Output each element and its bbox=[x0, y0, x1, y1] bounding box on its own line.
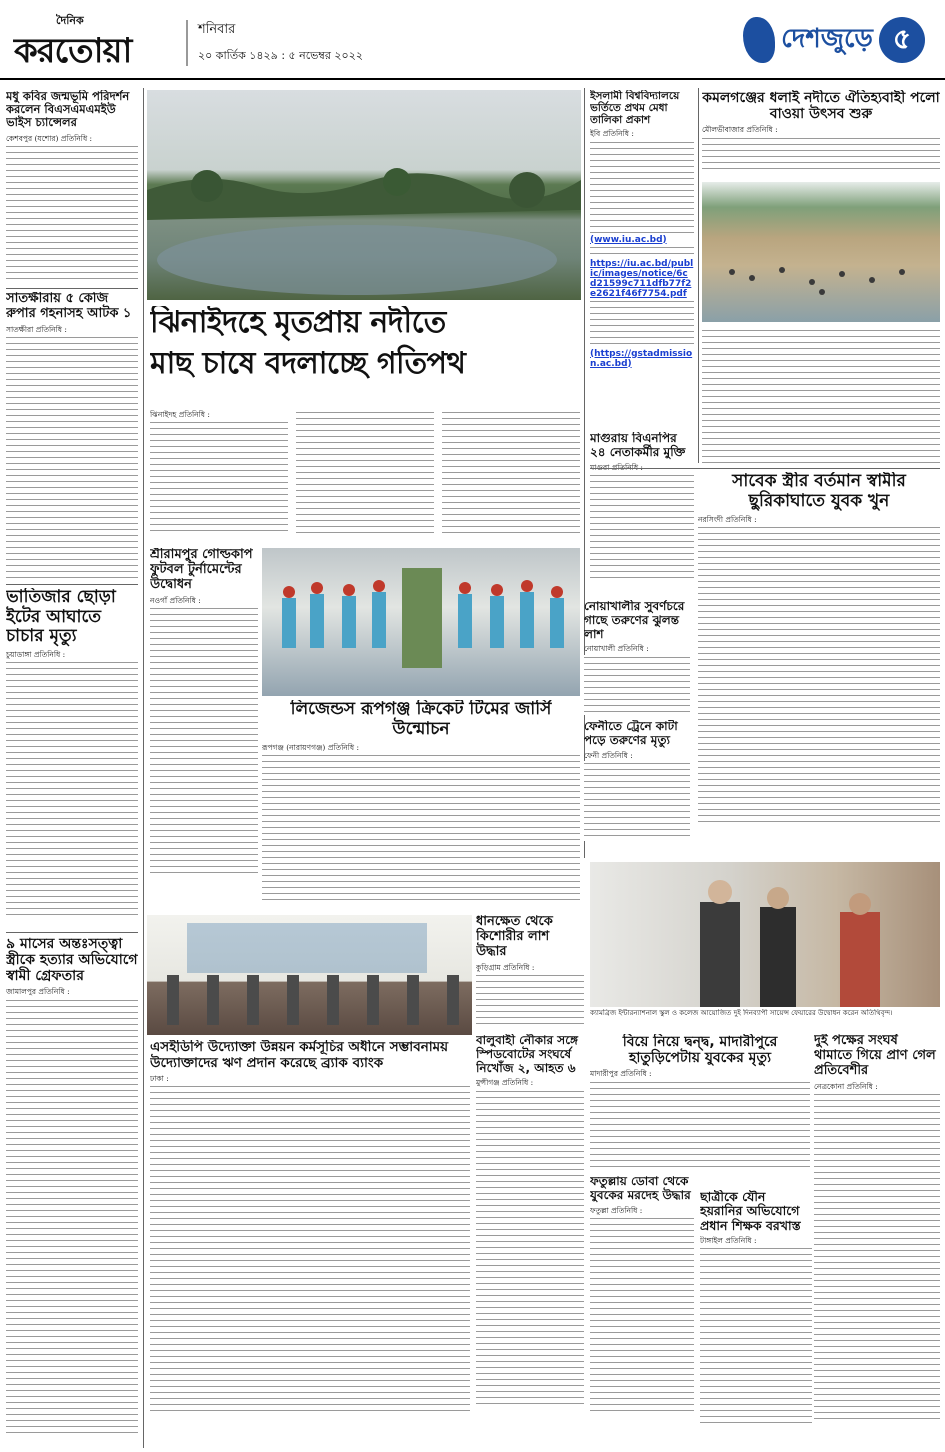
article-satkhira bbox=[6, 292, 138, 582]
ceremony-illustration bbox=[147, 915, 472, 1035]
headline: সাবেক স্ত্রীর বর্তমান স্বামীর ছুরিকাঘাতে যুবক খুন bbox=[732, 472, 906, 511]
article-body bbox=[590, 245, 694, 259]
river-photo-illustration bbox=[147, 90, 581, 300]
article-body bbox=[262, 753, 580, 903]
article-body bbox=[590, 140, 694, 235]
article-fatullah bbox=[590, 1175, 694, 1445]
headline: সাতক্ষীরায় ৫ কেজি রুপার গহনাসহ আটক ১ bbox=[6, 292, 132, 321]
article-islamic-university bbox=[590, 90, 694, 430]
article-body bbox=[6, 998, 138, 1438]
lead-headline-line2: মাছ চাষে বদলাচ্ছে গতিপথ bbox=[150, 345, 466, 381]
lead-column bbox=[150, 410, 288, 538]
article-lead: ফেনী প্রতিনিধি : bbox=[584, 750, 633, 760]
divider bbox=[590, 468, 940, 469]
article-body bbox=[590, 1080, 810, 1170]
polo-fishing-photo bbox=[702, 182, 940, 322]
lead-photo-river bbox=[147, 90, 581, 300]
section-header bbox=[743, 14, 925, 66]
headline: ইসলামী বিশ্ববিদ্যালয়ে ভর্তিতে প্রথম মেধা তালিকা প্রকাশ bbox=[590, 90, 680, 127]
article-body bbox=[590, 473, 694, 583]
article-body bbox=[814, 1092, 940, 1422]
headline: এসইডিপি উদ্যোক্তা উন্নয়ন কর্মসূচির অধীনে সম্ভাবনাময় উদ্যোক্তাদের ঋণ প্রদান করেছে ব্র্যাক ব্যাংক bbox=[150, 1040, 449, 1071]
divider bbox=[6, 288, 138, 289]
article-body bbox=[442, 410, 580, 534]
article-narsingdi bbox=[698, 472, 940, 842]
article-body bbox=[702, 328, 940, 463]
article-body bbox=[700, 1246, 812, 1426]
headline: দুই পক্ষের সংঘর্ষ থামাতে গিয়ে প্রাণ গেল প্রতিবেশীর bbox=[814, 1034, 936, 1078]
article-lead: মাদারীপুর প্রতিনিধি : bbox=[590, 1069, 652, 1079]
headline: নোয়াখালীর সুবর্ণচরে গাছে তরুণের ঝুলন্ত লাশ bbox=[584, 600, 685, 641]
article-lead: কুড়িগ্রাম প্রতিনিধি : bbox=[476, 962, 535, 972]
guests-illustration bbox=[590, 862, 940, 1007]
article-lead: মুন্সীগঞ্জ প্রতিনিধি : bbox=[476, 1078, 534, 1088]
article-body bbox=[150, 1084, 470, 1414]
article-body bbox=[590, 1216, 694, 1416]
masthead bbox=[0, 0, 945, 80]
headline: বালুবাহী নৌকার সঙ্গে স্পিডবোটের সংঘর্ষে নিখোঁজ ২, আহত ৬ bbox=[476, 1034, 578, 1075]
weekday: শনিবার bbox=[198, 22, 236, 37]
players-illustration bbox=[262, 548, 580, 696]
lead-headline-line1: ঝিনাইদহে মৃতপ্রায় নদীতে bbox=[150, 306, 446, 340]
issue-date: ২০ কার্তিক ১৪২৯ : ৫ নভেম্বর ২০২২ bbox=[198, 49, 363, 62]
article-body bbox=[476, 1089, 584, 1409]
article-lead: কেশবপুর (যশোর) প্রতিনিধি : bbox=[6, 133, 93, 143]
article-madaripur bbox=[590, 1034, 810, 1184]
article-lead: নোয়াখালী প্রতিনিধি : bbox=[584, 644, 649, 654]
divider bbox=[6, 932, 138, 933]
headline: ভাতিজার ছোড়া ইটের আঘাতে চাচার মৃত্যু bbox=[6, 588, 116, 647]
article-dhan bbox=[476, 915, 584, 1030]
lead-headline-block bbox=[150, 306, 580, 406]
article-lead: ঝিনাইদহ প্রতিনিধি : bbox=[150, 410, 210, 419]
article-lead: চুয়াডাঙ্গা প্রতিনিধি : bbox=[6, 649, 66, 659]
article-football bbox=[150, 548, 258, 908]
article-lead: ফতুল্লা প্রতিনিধি : bbox=[590, 1205, 643, 1215]
article-lead: মৌলভীবাজার প্রতিনিধি : bbox=[702, 125, 778, 135]
headline: ছাত্রীকে যৌন হয়রানির অভিযোগে প্রধান শিক্ষক বরখাস্ত bbox=[700, 1190, 801, 1233]
headline: ৯ মাসের অন্তঃসত্ত্বা স্ত্রীকে হত্যার অভিযোগে স্বামী গ্রেফতার bbox=[6, 936, 138, 985]
headline: বিয়ে নিয়ে দ্বন্দ্ব, মাদারীপুরে হাতুড়িপেটায় যুবকের মৃত্যু bbox=[622, 1034, 778, 1067]
section-name: দেশজুড়ে bbox=[781, 24, 873, 54]
article-lead: টাঙ্গাইল প্রতিনিধি : bbox=[700, 1236, 757, 1246]
article-magura bbox=[590, 432, 694, 597]
brac-bank-photo bbox=[147, 915, 472, 1035]
article-clash bbox=[814, 1034, 940, 1444]
festival-illustration bbox=[702, 182, 940, 322]
lead-story-body bbox=[150, 410, 580, 538]
article-lead: রূপগঞ্জ (নারায়ণগঞ্জ) প্রতিনিধি : bbox=[262, 743, 359, 753]
headline: কমলগঞ্জের ধলাই নদীতে ঐতিহ্যবাহী পলো বাওয়া উৎসব শুরু bbox=[702, 90, 940, 123]
article-chachar-mrittu bbox=[6, 588, 138, 928]
article-noakhali bbox=[584, 600, 690, 715]
divider bbox=[6, 584, 138, 585]
date-block bbox=[186, 20, 363, 66]
page-number: ৫ bbox=[879, 17, 925, 63]
article-body bbox=[6, 144, 138, 284]
newspaper-logo bbox=[14, 12, 174, 71]
article-body bbox=[584, 655, 690, 715]
article-body bbox=[6, 335, 138, 582]
article-jamalpur bbox=[6, 936, 138, 1448]
headline: মধু কবির জন্মভূমি পরিদর্শন করলেন বিএসএমএমইউ ভাইস চ্যান্সেলর bbox=[6, 90, 130, 130]
article-brac-bank bbox=[150, 1040, 470, 1445]
article-body bbox=[150, 606, 258, 876]
article-teacher bbox=[700, 1190, 812, 1445]
headline: মাগুরায় বিএনপির ২৪ নেতাকর্মীর মুক্তি bbox=[590, 432, 686, 459]
article-body bbox=[702, 136, 940, 172]
article-body bbox=[590, 299, 694, 349]
science-fair-photo bbox=[590, 862, 940, 1007]
article-feni bbox=[584, 720, 690, 850]
article-madhu-kabi bbox=[6, 90, 138, 285]
article-lead: নরসিংদী প্রতিনিধি : bbox=[698, 515, 757, 525]
article-kamalganj bbox=[702, 90, 940, 180]
article-body bbox=[476, 973, 584, 1028]
article-lead: সাতক্ষীরা প্রতিনিধি : bbox=[6, 324, 67, 334]
gst-admission-link[interactable]: (https://gstadmission.ac.bd) bbox=[590, 348, 693, 369]
article-boat bbox=[476, 1034, 584, 1444]
headline: ধানক্ষেত থেকে কিশোরীর লাশ উদ্ধার bbox=[476, 915, 553, 959]
column-rule bbox=[698, 88, 699, 463]
article-body bbox=[296, 410, 434, 534]
article-body bbox=[6, 660, 138, 920]
article-lead: জামালপুর প্রতিনিধি : bbox=[6, 987, 70, 997]
headline: শ্রীরামপুর গোল্ডকাপ ফুটবল টুর্নামেন্টের উদ্বোধন bbox=[150, 548, 253, 592]
article-lead: ঢাকা : bbox=[150, 1074, 169, 1084]
column-rule bbox=[143, 88, 144, 1448]
headline: লিজেন্ডস রূপগঞ্জ ক্রিকেট টিমের জার্সি উন্মোচন bbox=[290, 700, 552, 739]
article-cricket bbox=[262, 700, 580, 910]
notice-pdf-link[interactable]: https://iu.ac.bd/public/images/notice/6cd21599c711dfb77f2e2621f46f7754.pdf bbox=[590, 258, 694, 299]
article-lead: ইবি প্রতিনিধি : bbox=[590, 129, 634, 139]
article-body bbox=[698, 525, 940, 825]
article-lead: নেত্রকোনা প্রতিনিধি : bbox=[814, 1081, 878, 1091]
article-body bbox=[150, 420, 288, 532]
logo-title: করতোয়া bbox=[14, 31, 132, 71]
headline: ফেনীতে ট্রেনে কাটা পড়ে তরুণের মৃত্যু bbox=[584, 720, 678, 747]
bangladesh-map-icon bbox=[743, 17, 775, 63]
article-body bbox=[584, 761, 690, 841]
logo-small-text: দৈনিক bbox=[56, 14, 84, 27]
cricket-jersey-photo bbox=[262, 548, 580, 696]
headline: ফতুল্লায় ডোবা থেকে যুবকের মরদেহ উদ্ধার bbox=[590, 1175, 691, 1202]
photo-caption: ক্যামব্রিজ ইন্টারন্যাশনাল স্কুল ও কলেজ আয়োজিত দুই দিনব্যাপী সায়েন্স ফেয়ারের উদ্বোধন করেন অতিথিবৃন্দ। bbox=[590, 1009, 893, 1017]
iu-website-link[interactable]: (www.iu.ac.bd) bbox=[590, 234, 667, 245]
article-lead: নওগাঁ প্রতিনিধি : bbox=[150, 595, 201, 605]
